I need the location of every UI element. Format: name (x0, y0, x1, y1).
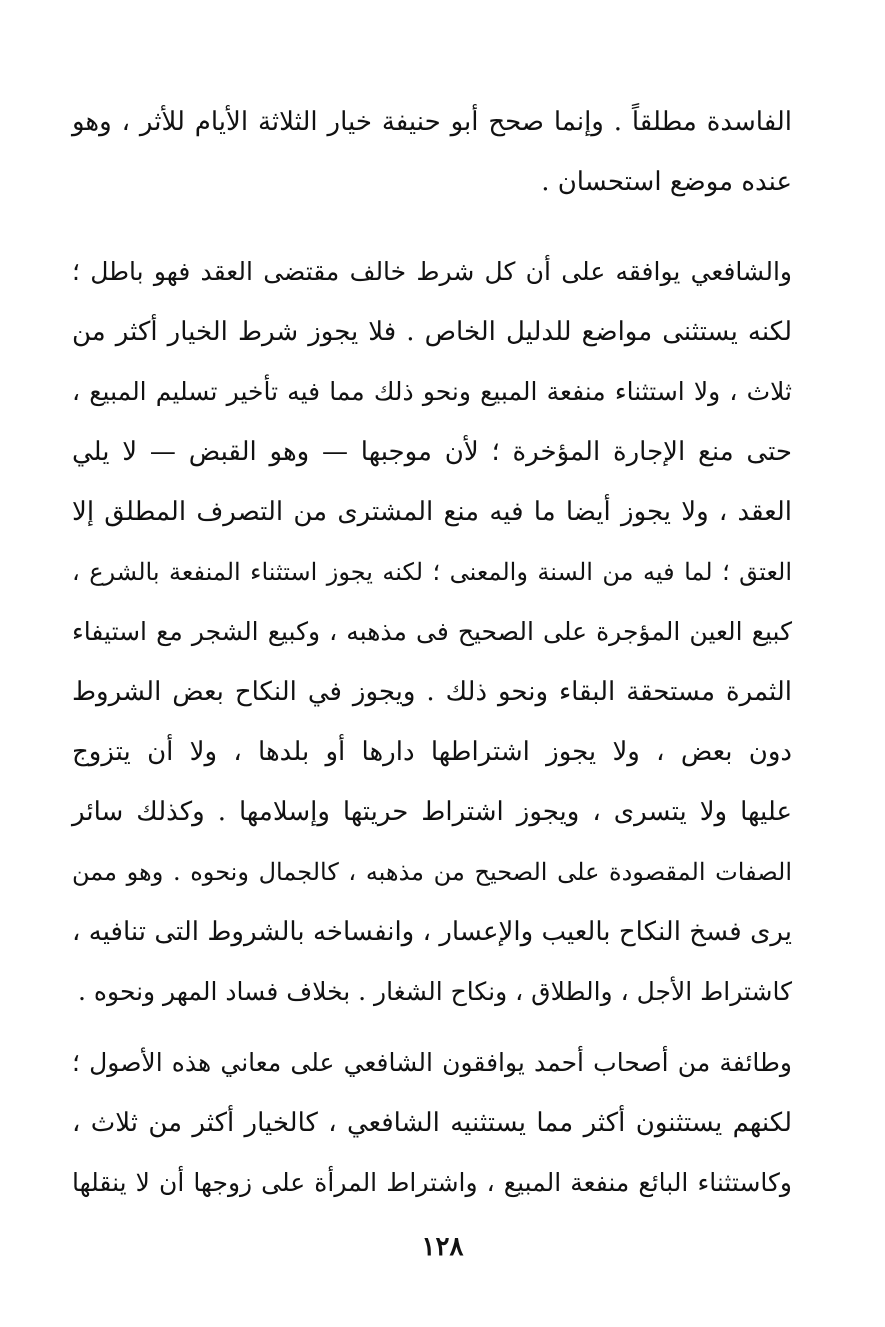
text-line: وكاستثناء البائع منفعة المبيع ، واشتراط المرأة على زوجها أن لا ينقلها (72, 1168, 792, 1197)
paragraph-1 (72, 92, 792, 212)
text-line: ثلاث ، ولا استثناء منفعة المبيع ونحو ذلك مما فيه تأخير تسليم المبيع ، (72, 377, 793, 406)
text-line: يرى فسخ النكاح بالعيب والإعسار ، وانفساخه بالشروط التى تنافيه ، (72, 917, 792, 947)
text-line: دون بعض ، ولا يجوز اشتراطها دارها أو بلدها ، ولا أن يتزوج (72, 737, 792, 767)
paragraph-3 (72, 1033, 792, 1213)
text-line: الثمرة مستحقة البقاء ونحو ذلك . ويجوز في النكاح بعض الشروط (72, 677, 792, 707)
text-line: كبيع العين المؤجرة على الصحيح فى مذهبه ، وكبيع الشجر مع استيفاء (72, 617, 792, 646)
page-number: ١٢٨ (421, 1232, 464, 1262)
text-line: والشافعي يوافقه على أن كل شرط خالف مقتضى العقد فهو باطل ؛ (72, 257, 792, 286)
text-line: العقد ، ولا يجوز أيضا ما فيه منع المشترى من التصرف المطلق إلا (72, 497, 792, 527)
text-line: لكنه يستثنى مواضع للدليل الخاص . فلا يجوز شرط الخيار أكثر من (72, 317, 792, 347)
text-line: الفاسدة مطلقاً . وإنما صحح أبو حنيفة خيار الثلاثة الأيام للأثر ، وهو (72, 107, 792, 137)
text-line: عليها ولا يتسرى ، ويجوز اشتراط حريتها وإسلامها . وكذلك سائر (72, 797, 792, 827)
text-line: كاشتراط الأجل ، والطلاق ، ونكاح الشغار . بخلاف فساد المهر ونحوه . (78, 977, 792, 1006)
text-line: عنده موضع استحسان . (541, 167, 792, 197)
text-line: الصفات المقصودة على الصحيح من مذهبه ، كالجمال ونحوه . وهو ممن (72, 858, 793, 886)
text-line: لكنهم يستثنون أكثر مما يستثنيه الشافعي ، كالخيار أكثر من ثلاث ، (72, 1108, 792, 1138)
text-line: حتى منع الإجارة المؤخرة ؛ لأن موجبها — وهو القبض — لا يلي (72, 437, 792, 467)
paragraph-2 (72, 242, 792, 1022)
text-line: وطائفة من أصحاب أحمد يوافقون الشافعي على معاني هذه الأصول ؛ (72, 1048, 792, 1077)
text-line: العتق ؛ لما فيه من السنة والمعنى ؛ لكنه يجوز استثناء المنفعة بالشرع ، (72, 558, 792, 586)
